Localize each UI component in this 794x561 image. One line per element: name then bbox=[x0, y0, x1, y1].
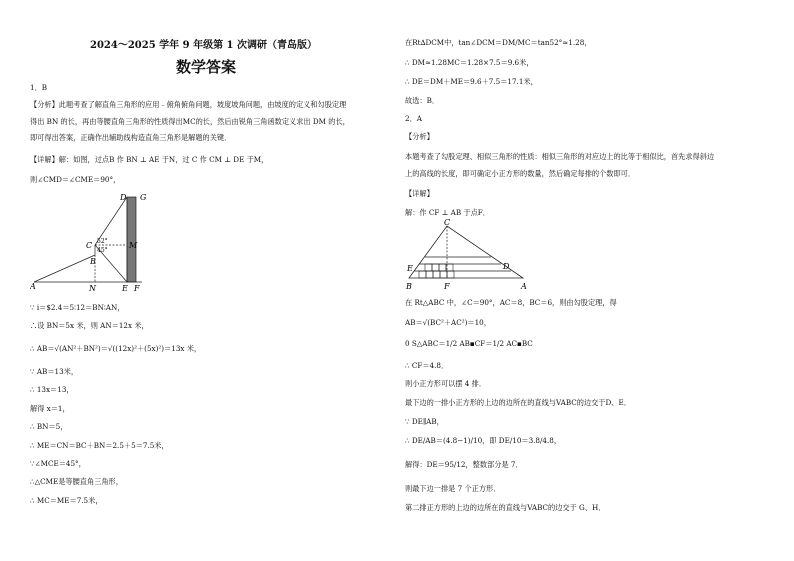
slope-A-B bbox=[34, 255, 95, 282]
label-A: A bbox=[30, 282, 36, 291]
text-line: ∴ DE＝DM＋ME＝9.6＋7.5＝17.1米， bbox=[405, 77, 538, 86]
text-line: AB＝√(BC²＋AC²)＝10， bbox=[405, 318, 491, 327]
label-B: B bbox=[406, 282, 412, 291]
page-title: 2024～2025 学年 9 年级第 1 次调研（青岛版） bbox=[90, 40, 317, 51]
label-C: C bbox=[444, 218, 451, 227]
square bbox=[433, 271, 440, 278]
square bbox=[432, 264, 439, 271]
text-line: 解得 x＝1， bbox=[30, 404, 70, 413]
text-line: 在Rt∆DCM中，tan∠DCM＝DM/MC＝tan52°≈1.28， bbox=[405, 38, 592, 47]
building-wall bbox=[127, 197, 136, 282]
square bbox=[425, 264, 432, 271]
text-line: 解得：DE＝95/12，整数部分是 7． bbox=[405, 460, 523, 469]
text-line: ∴ DM≈1.28MC＝1.28×7.5＝9.6米， bbox=[405, 58, 534, 67]
text-line: ∴ DE/AB＝(4.8−1)/10，即 DE/10＝3.8/4.8， bbox=[405, 436, 562, 445]
figure-triangle-squares bbox=[405, 218, 530, 293]
text-line: 即可得出答案，正确作出辅助线构造直角三角形是解题的关键． bbox=[30, 133, 232, 142]
text-line: 得出 BN 的长，再由等腰直角三角形的性质得出MC的长，然后由锐角三角函数定义求出 DM 的长， bbox=[30, 117, 350, 126]
text-line: 【详解】 bbox=[405, 189, 434, 198]
text-line: ∴ AB＝√(AN²＋BN²)＝√((12x)²＋(5x)²)＝13x 米， bbox=[30, 344, 202, 353]
text-line: 本题考查了勾股定理、相似三角形的性质：相似三角形的对应边上的比等于相似比，首先求得斜边 bbox=[405, 152, 715, 161]
text-line: ∵ AB＝13米， bbox=[30, 367, 79, 376]
text-line: 0 S△ABC＝1/2 AB▪CF＝1/2 AC▪BC bbox=[405, 339, 533, 348]
text-line: ∴ CF＝4.8． bbox=[405, 361, 449, 370]
text-line: ∴ 13x＝13， bbox=[30, 385, 74, 394]
label-angle-52: 52° bbox=[97, 238, 108, 245]
text-line: 则最下边一排是 7 个正方形． bbox=[405, 484, 501, 493]
text-line: 则小正方形可以摆 4 排． bbox=[405, 379, 487, 388]
label-M: M bbox=[129, 241, 138, 250]
text-line: ∴ MC＝ME＝7.5米， bbox=[30, 496, 103, 505]
text-line: ∴ ME＝CN＝BC＋BN＝2.5＋5＝7.5米， bbox=[30, 441, 169, 450]
label-F: F bbox=[134, 284, 140, 292]
label-F: F bbox=[444, 282, 450, 291]
text-line: 最下边的一排小正方形的上边的边所在的直线与VABC的边交于D、E． bbox=[405, 398, 631, 407]
text-line: 在 Rt△ABC 中，∠C＝90°，AC＝8，BC＝6，则由勾股定理，得 bbox=[405, 298, 617, 307]
text-line: ∴△CME是等腰直角三角形， bbox=[30, 477, 123, 486]
label-C: C bbox=[86, 241, 93, 250]
label-G: G bbox=[140, 193, 147, 202]
text-line: 故选：B． bbox=[405, 96, 440, 105]
text-line: 1．B bbox=[30, 83, 48, 92]
square bbox=[447, 271, 454, 278]
text-line: 【分析】此题考查了解直角三角形的应用﹣俯角俯角问题，坡度坡角问题，由坡度的定义和勾股定理 bbox=[30, 100, 347, 109]
page-subtitle: 数学答案 bbox=[176, 58, 237, 76]
label-angle-45: 45° bbox=[97, 247, 108, 254]
square bbox=[419, 271, 426, 278]
label-B: B bbox=[90, 257, 96, 266]
label-D: D bbox=[120, 193, 127, 202]
text-line: ∵∠MCE＝45°， bbox=[30, 459, 86, 468]
text-line: 第二排正方形的上边的边所在的直线与VABC的边交于 G、H． bbox=[405, 503, 606, 512]
text-line: ∴ BN＝5， bbox=[30, 422, 68, 431]
label-E: E bbox=[407, 264, 413, 273]
text-line: 2．A bbox=[405, 114, 422, 123]
figure-slope-building bbox=[30, 192, 160, 292]
square bbox=[426, 271, 433, 278]
label-N: N bbox=[89, 284, 96, 292]
label-E: E bbox=[122, 284, 128, 292]
text-line: 解：作 CF ⊥ AB 于点F． bbox=[405, 208, 490, 217]
label-A: A bbox=[521, 282, 527, 291]
text-line: 【分析】 bbox=[405, 132, 434, 141]
text-line: ∵ DE∥AB， bbox=[405, 417, 444, 426]
text-line: 上的高线的长度，即可确定小正方形的数量，然后确定每排的个数即可． bbox=[405, 169, 636, 178]
text-line: 【详解】解：如图，过点B 作 BN ⊥ AE 于N，过 C 作 CM ⊥ DE 于M， bbox=[30, 155, 269, 164]
text-line: ∴设 BN＝5x 米，则 AN＝12x 米， bbox=[30, 321, 149, 330]
text-line: 则∠CMD＝∠CME＝90°， bbox=[30, 175, 121, 184]
square bbox=[440, 271, 447, 278]
square bbox=[439, 264, 446, 271]
text-line: ∵ i＝$2.4＝5∶12＝BN∶AN， bbox=[30, 303, 125, 312]
label-D: D bbox=[503, 262, 510, 271]
